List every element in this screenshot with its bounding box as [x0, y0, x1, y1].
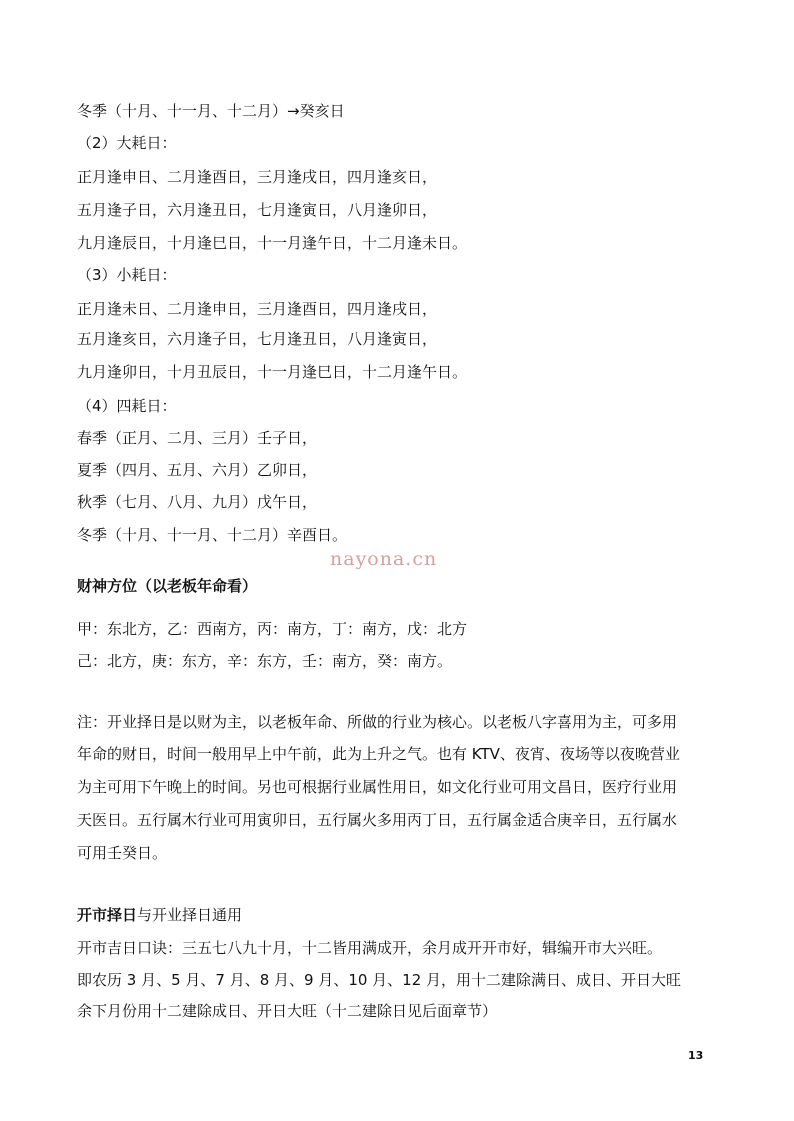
market-line: 开市吉日口诀：三五七八九十月，十二皆用满成开，余月成开开市好，辑编开市大兴旺。: [77, 939, 663, 957]
four-cost-line: 秋季（七月、八月、九月）戊午日，: [77, 493, 318, 511]
market-line: 余下月份用十二建除成日、开日大旺（十二建除日见后面章节）: [77, 1002, 498, 1020]
watermark-text: nayona.cn: [330, 548, 438, 570]
small-cost-line: 九月逢卯日，十月丑辰日，十一月逢巳日，十二月逢午日。: [77, 363, 468, 381]
four-cost-heading: （4）四耗日：: [77, 397, 177, 415]
big-cost-line: 正月逢申日、二月逢酉日，三月逢戌日，四月逢亥日，: [77, 168, 438, 186]
big-cost-heading: （2）大耗日：: [77, 134, 177, 152]
market-line: 即农历 3 月、5 月、7 月、8 月、9 月、10 月、12 月，用十二建除满日、成日、开日大旺: [77, 971, 682, 989]
note-line: 可用壬癸日。: [77, 844, 168, 862]
four-cost-line: 春季（正月、二月、三月）壬子日，: [77, 429, 318, 447]
small-cost-line: 五月逢亥日，六月逢子日，七月逢丑日，八月逢寅日，: [77, 330, 438, 348]
small-cost-line: 正月逢未日、二月逢申日，三月逢酉日，四月逢戌日，: [77, 300, 438, 318]
note-line: 注：开业择日是以财为主，以老板年命、所做的行业为核心。以老板八字喜用为主，可多用: [77, 713, 678, 731]
four-cost-line: 冬季（十月、十一月、十二月）辛酉日。: [77, 526, 348, 544]
note-line: 天医日。五行属木行业可用寅卯日，五行属火多用丙丁日，五行属金适合庚辛日，五行属水: [77, 811, 678, 829]
wealth-direction-line: 甲：东北方，乙：西南方，丙：南方，丁：南方，戊：北方: [77, 620, 468, 638]
big-cost-line: 九月逢辰日，十月逢巳日，十一月逢午日，十二月逢未日。: [77, 234, 468, 252]
wealth-direction-title: 财神方位（以老板年命看）: [77, 577, 258, 595]
market-section-title: [77, 904, 242, 926]
winter-rule-line: 冬季（十月、十一月、十二月）→癸亥日: [77, 102, 345, 120]
big-cost-line: 五月逢子日，六月逢丑日，七月逢寅日，八月逢卯日，: [77, 201, 438, 219]
note-line: 年命的财日，时间一般用早上中午前，此为上升之气。也有 KTV、夜宵、夜场等以夜晚营业: [77, 745, 680, 763]
note-line: 为主可用下午晚上的时间。另也可根据行业属性用日，如文化行业可用文昌日，医疗行业用: [77, 778, 678, 796]
market-title-rest: 与开业择日通用: [137, 906, 243, 924]
small-cost-heading: （3）小耗日：: [77, 266, 177, 284]
market-title-bold: 开市择日: [77, 906, 138, 924]
four-cost-line: 夏季（四月、五月、六月）乙卯日，: [77, 461, 318, 479]
page-number: 13: [688, 1049, 704, 1062]
wealth-direction-line: 己：北方，庚：东方，辛：东方，壬：南方，癸：南方。: [77, 652, 453, 670]
